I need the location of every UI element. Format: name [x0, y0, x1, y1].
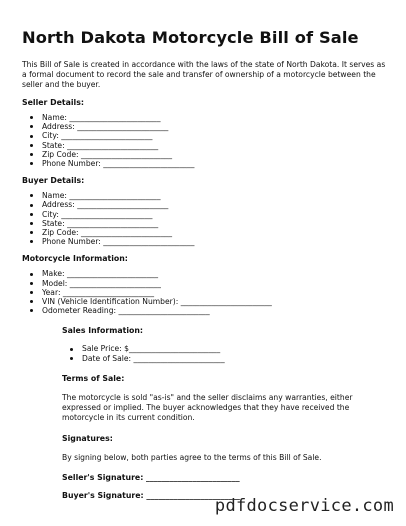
intro-paragraph: This Bill of Sale is created in accordance with the laws of the state of North Dakota. It serves as a formal document to record the sale and transfer of ownership of a motorcycle between the seller and the buyer.	[22, 60, 386, 89]
motorcycle-model-field: Model: ________________________	[42, 279, 392, 288]
document-page	[22, 28, 392, 509]
buyer-city-field: City: ________________________	[42, 210, 392, 219]
terms-heading: Terms of Sale:	[62, 373, 125, 383]
buyer-state-field: State: ________________________	[42, 219, 392, 228]
motorcycle-make-field: Make: ________________________	[42, 269, 392, 278]
seller-list	[22, 113, 392, 168]
seller-phone-field: Phone Number: ________________________	[42, 159, 392, 168]
sale-price-field: Sale Price: $________________________	[82, 344, 380, 353]
motorcycle-list	[22, 269, 392, 315]
buyer-address-field: Address: ________________________	[42, 200, 392, 209]
seller-state-field: State: ________________________	[42, 141, 392, 150]
sales-heading: Sales Information:	[62, 326, 144, 336]
buyer-zip-field: Zip Code: ________________________	[42, 228, 392, 237]
signatures-paragraph: By signing below, both parties agree to the terms of this Bill of Sale.	[62, 452, 322, 462]
buyer-name-field: Name: ________________________	[42, 191, 392, 200]
seller-heading: Seller Details:	[22, 98, 84, 107]
signatures-heading: Signatures:	[62, 433, 113, 443]
buyer-phone-field: Phone Number: ________________________	[42, 237, 392, 246]
seller-zip-field: Zip Code: ________________________	[42, 150, 392, 159]
motorcycle-odometer-field: Odometer Reading: ________________________	[42, 306, 392, 315]
seller-name-field: Name: ________________________	[42, 113, 392, 122]
seller-signature-line: Seller's Signature: ________________________	[62, 472, 240, 482]
sales-terms-section	[62, 326, 380, 500]
watermark: pdfdocservice.com	[214, 496, 394, 516]
buyer-list	[22, 191, 392, 246]
seller-address-field: Address: ________________________	[42, 122, 392, 131]
sales-list	[62, 344, 380, 362]
document-title: North Dakota Motorcycle Bill of Sale	[22, 28, 359, 47]
seller-city-field: City: ________________________	[42, 131, 392, 140]
motorcycle-heading: Motorcycle Information:	[22, 254, 128, 264]
terms-paragraph: The motorcycle is sold "as-is" and the seller disclaims any warranties, either expressed or implied. The buyer acknowledges that they have received the motorcycle in its current condition.	[62, 392, 353, 422]
motorcycle-vin-field: VIN (Vehicle Identification Number): ________________________	[42, 297, 392, 306]
buyer-heading: Buyer Details:	[22, 176, 85, 186]
sale-date-field: Date of Sale: ________________________	[82, 354, 380, 363]
buyer-signature-line: Buyer's Signature: ________________________	[62, 490, 240, 500]
motorcycle-year-field: Year: ________________________	[42, 288, 392, 297]
